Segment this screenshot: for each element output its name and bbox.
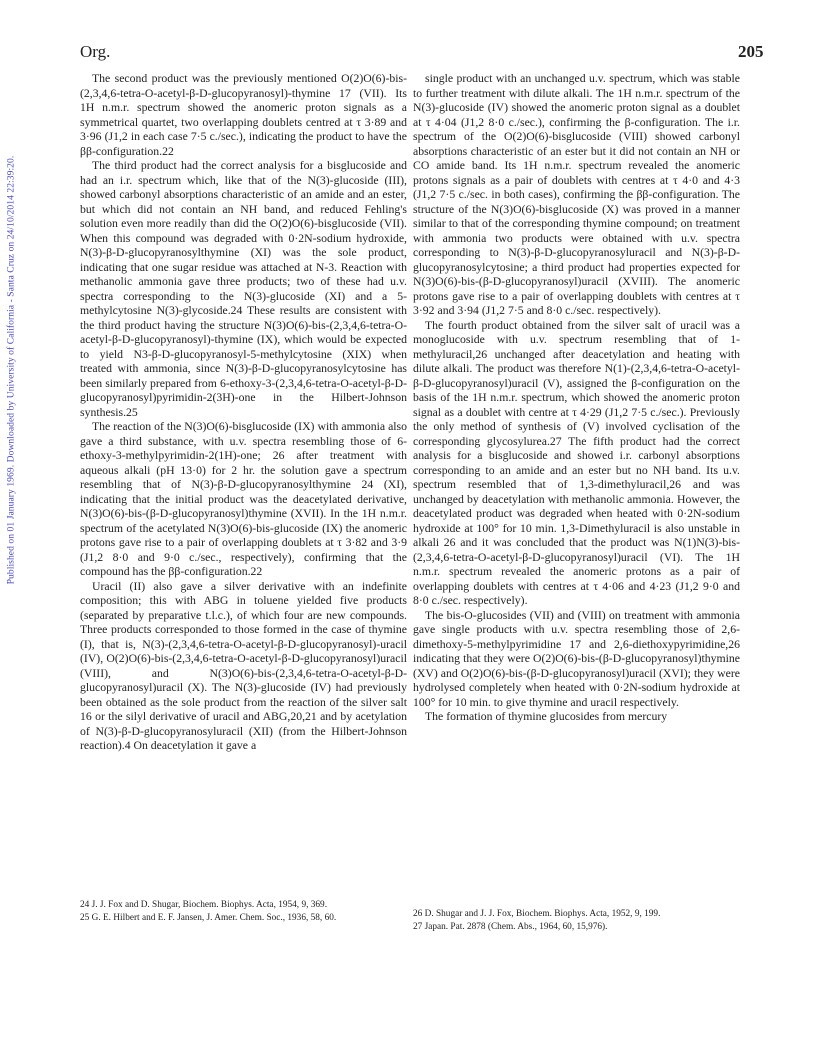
left-column xyxy=(80,72,407,754)
download-watermark xyxy=(2,60,20,680)
download-watermark-text: Published on 01 January 1969. Downloaded by University of California - Santa Cruz on 24/10/2014 22:39:20. xyxy=(5,155,17,585)
footnote: 24 J. J. Fox and D. Shugar, Biochem. Biophys. Acta, 1954, 9, 369. xyxy=(80,900,328,910)
paragraph: Uracil (II) also gave a silver derivative with an indefinite composition; this with ABG in toluene yielded five products (separated by preparative t.l.c.), of which four are new compounds. Three products corresponded to those formed in the case of thymine (I), that is, N(3)-(2,3,4,6-tetra-O-acetyl-β-D-glucopyranosyl)-uracil (IV), O(2)O(6)-bis-(2,3,4,6-tetra-O-acetyl-β-D-glucopyranosyl)uracil (VIII), and N(3)O(6)-bis-(2,3,4,6-tetra-O-acetyl-β-D-glucopyranosyl)uracil (X). The N(3)-glucoside (IV) had previously been obtained as the sole product from the reaction of the silver salt 16 or the silyl derivative of uracil and ABG,20,21 and by acetylation of N(3)-β-D-glucopyranosyluracil (XII) (from the Hilbert-Johnson reaction).4 On deacetylation it gave a xyxy=(80,579,407,752)
footnote: 25 G. E. Hilbert and E. F. Jansen, J. Amer. Chem. Soc., 1936, 58, 60. xyxy=(80,912,337,923)
footnotes-left xyxy=(80,900,407,925)
footnote: 26 D. Shugar and J. J. Fox, Biochem. Biophys. Acta, 1952, 9, 199. xyxy=(413,909,661,919)
right-column xyxy=(413,72,740,725)
paragraph: The reaction of the N(3)O(6)-bisglucoside (IX) with ammonia also gave a third substance, with u.v. spectra resembling those of 6-ethoxy-3-methylpyrimidin-2(1H)-one; 26 after treatment with aqueous alkali (pH 13·0) for 2 hr. the solution gave a spectrum resembling that of N(3)-β-D-glucopyranosylthymine 24 (XI), indicating that the initial product was the deacetylated derivative, N(3)O(6)-bis-(β-D-glucopyranosyl)thymine (XVII). In the 1H n.m.r. spectrum of the acetylated N(3)O(6)-bis-glucoside (IX) the anomeric protons gave rise to a pair of overlapping doublets at τ 3·82 and 3·9 (J1,2 8·0 and 9·0 c./sec., respectively), confirming that the compound has the ββ-configuration.22 xyxy=(80,420,407,578)
paragraph: The fourth product obtained from the silver salt of uracil was a monoglucoside with u.v. spectrum resembling that of 1-methyluracil,26 unchanged after deacetylation and heating with dilute alkali. The product was therefore N(1)-(2,3,4,6-tetra-O-acetyl-β-D-glucopyranosyl)uracil (V), assigned the β-configuration on the basis of the 1H n.m.r. spectrum, which showed the anomeric proton signal as a doublet with centre at τ 4·29 (J1,2 7·5 c./sec.). Previously the only method of synthesis of (V) involved cyclisation of the corresponding glycosylurea.27 The fifth product had the correct analysis for a bisglucoside and showed i.r. carbonyl absorptions corresponding to an amide and an ester but no NH band. Its u.v. spectrum resembled that of 1,3-dimethyluracil,26 and was unchanged by deacetylation with methanolic ammonia. However, the deacetylated product was degraded when heated with 0·2N-sodium hydroxide at 100° for 10 min. 1,3-Dimethyluracil is also unstable in alkali 26 and it was concluded that the product was N(1)N(3)-bis-(2,3,4,6-tetra-O-acetyl-β-D-glucopyranosyl)uracil (VI). The 1H n.m.r. spectrum revealed the anomeric protons as a pair of overlapping doublets with centres at τ 4·06 and 4·23 (J1,2 9·0 and 8·0 c./sec. respectively). xyxy=(413,318,740,607)
paragraph: single product with an unchanged u.v. spectrum, which was stable to further treatment with dilute alkali. The 1H n.m.r. spectrum of the N(3)-glucoside (IV) showed the anomeric proton signal as a doublet at τ 4·04 (J1,2 8·0 c./sec.), confirming the β-configuration. The i.r. spectrum of the O(2)O(6)-bisglucoside (VIII) showed carbonyl absorptions characteristic of an ester but it did not contain an NH or CO amide band. Its 1H n.m.r. spectrum revealed the anomeric protons signals as a pair of doublets with centres at τ 4·0 and 4·3 (J1,2 7·5 c./sec. in both cases), confirming the ββ-configuration. The structure of the N(3)O(6)-bisglucoside (X) was proved in a manner similar to that of the corresponding thymine compound; on treatment with ammonia two products were obtained with u.v. spectra corresponding to N(3)-β-D-glucopyranosyluracil and N(3)-β-D-glucopyranosylcytosine; a third product had properties expected for N(3)O(6)-bis-(β-D-glucopyranosyl)uracil (XVIII). The anomeric protons gave rise to a pair of overlapping doublets with centres at τ 3·92 and 3·94 (J1,2 7·5 and 8·0 c./sec. respectively). xyxy=(413,72,740,317)
journal-header: Org. xyxy=(80,42,111,61)
footnote: 27 Japan. Pat. 2878 (Chem. Abs., 1964, 60, 15,976). xyxy=(413,921,608,932)
paragraph: The formation of thymine glucosides from mercury xyxy=(425,710,668,723)
footnotes-right xyxy=(413,909,740,934)
paragraph: The third product had the correct analysis for a bisglucoside and had an i.r. spectrum which, like that of the N(3)-glucoside (III), showed carbonyl absorptions characteristic of an amide and an ester, but which did not contain an NH band, and reduced Fehling's solution even more readily than did the O(2)O(6)-bisglucoside (VII). When this compound was degraded with 0·2N-sodium hydroxide, N(3)-β-D-glucopyranosylthymine (XI) was the sole product, indicating that one sugar residue was attached at N-3. Reaction with methanolic ammonia gave three products; two of these had u.v. spectra corresponding to the N(3)-glucoside (XI) and a 5-methylcytosine N(3)-glycoside.24 These results are consistent with the third product having the structure N(3)O(6)-bis-(2,3,4,6-tetra-O-acetyl-β-D-glucopyranosyl)-thymine (IX), which would be expected to yield N3-β-D-glucopyranosyl-5-methylcytosine (XIX) when treated with ammonia, since N(3)-β-D-glucopyranosylcytosine has been similarly prepared from 6-ethoxy-3-(2,3,4,6-tetra-O-acetyl-β-D-glucopyranosyl)pyrimidin-2(3H)-one in the Hilbert-Johnson synthesis.25 xyxy=(80,159,407,419)
paragraph: The second product was the previously mentioned O(2)O(6)-bis-(2,3,4,6-tetra-O-acetyl-β-D-glucopyranosyl)-thymine 17 (VII). Its 1H n.m.r. spectrum showed the anomeric proton signals as a symmetrical quartet, two overlapping doublets centred at τ 3·89 and 3·96 (J1,2 in each case 7·5 c./sec.), indicating the product to have the ββ-configuration.22 xyxy=(80,72,407,158)
page-number: 205 xyxy=(738,42,764,61)
paragraph: The bis-O-glucosides (VII) and (VIII) on treatment with ammonia gave single products with u.v. spectra resembling those of 2,6-dimethoxy-5-methylpyrimidine 17 and 2,6-diethoxypyrimidine,26 indicating that they were O(2)O(6)-bis-(β-D-glucopyranosyl)thymine (XV) and O(2)O(6)-bis-(β-D-glucopyranosyl)uracil (XVI); they were hydrolysed completely when heated with 0·2N-sodium hydroxide at 100° for 10 min. to give thymine and uracil respectively. xyxy=(413,608,740,709)
